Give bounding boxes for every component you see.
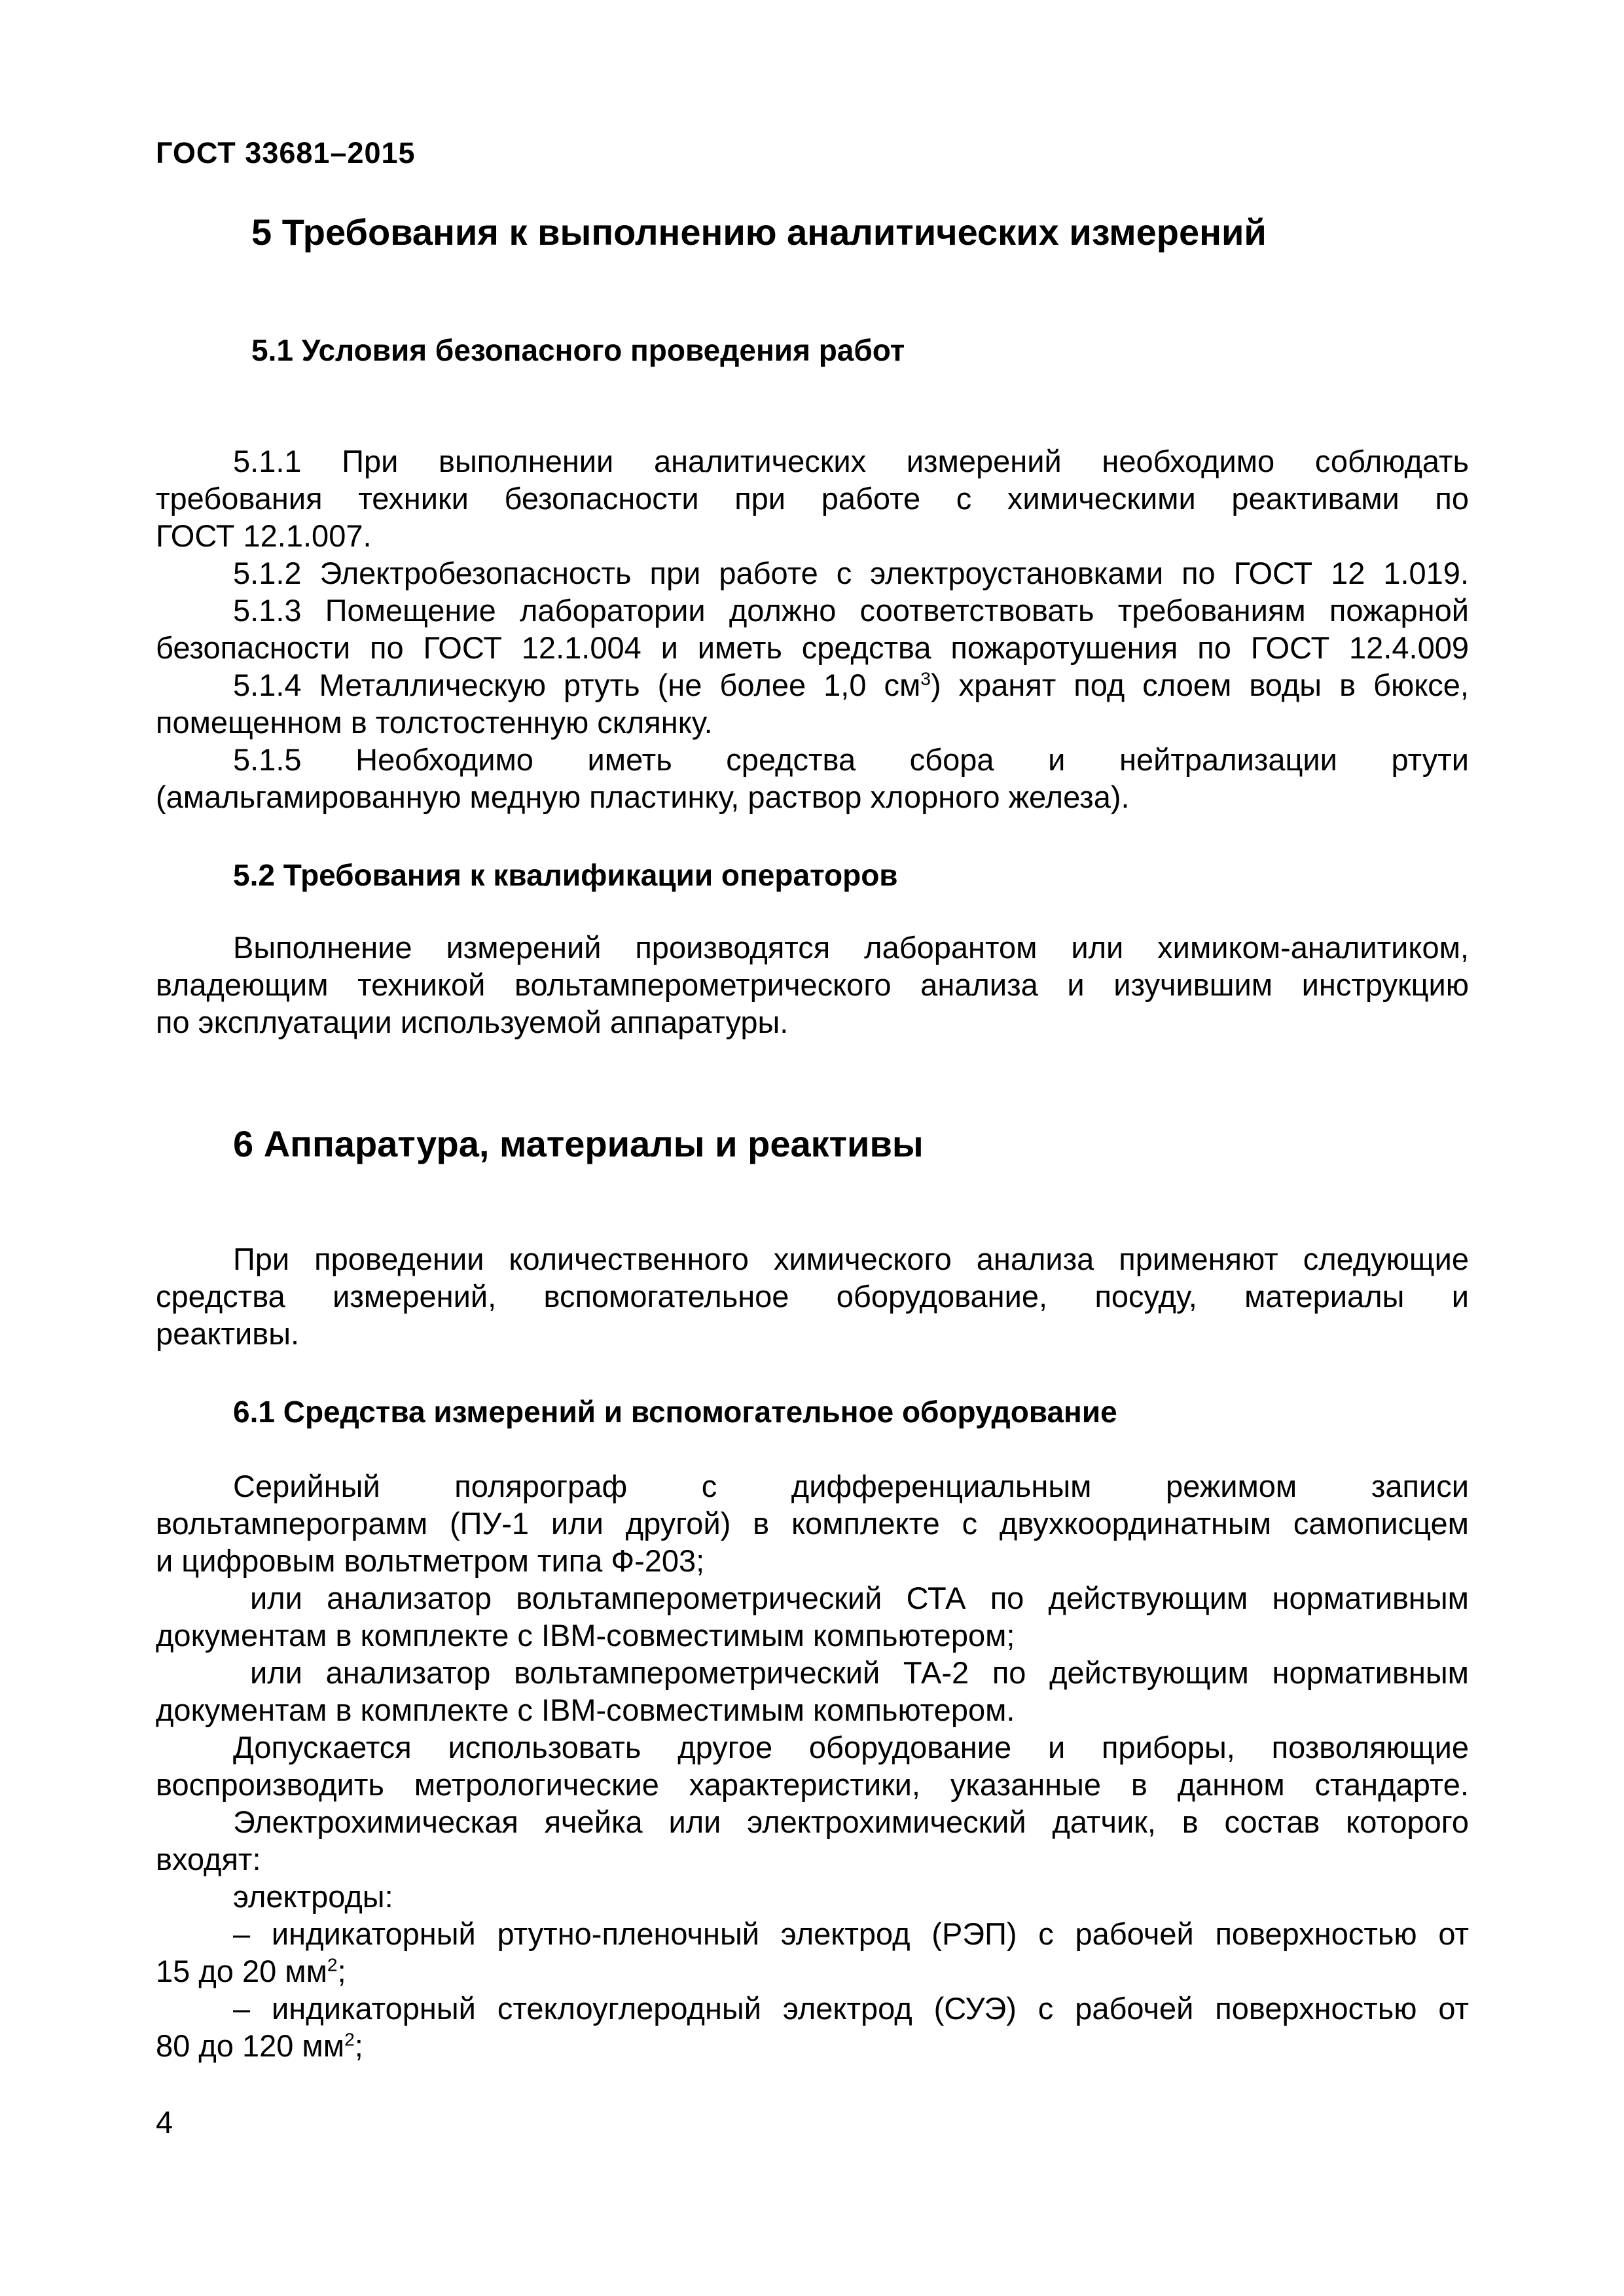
- paragraph-line: 5.1.5 Необходимо иметь средства сбора и нейтрализации ртути: [233, 742, 1469, 777]
- paragraph-line: владеющим техникой вольтамперометрического анализа и изучившим инструкцию: [156, 967, 1469, 1002]
- paragraph-line: – индикаторный стеклоуглеродный электрод (СУЭ) с рабочей поверхностью от: [233, 1991, 1469, 2026]
- paragraph-line: помещенном в толстостенную склянку.: [156, 705, 713, 740]
- paragraph-line: или анализатор вольтамперометрический ТА-2 по действующим нормативным: [250, 1655, 1469, 1690]
- paragraph-line: При проведении количественного химического анализа применяют следующие: [233, 1242, 1469, 1276]
- paragraph-line: Серийный полярограф с дифференциальным режимом записи: [233, 1469, 1469, 1503]
- text-segment: ;: [354, 2028, 363, 2063]
- section-5-title: 5 Требования к выполнению аналитических измерений: [251, 211, 1267, 253]
- document-code: ГОСТ 33681–2015: [156, 136, 416, 170]
- paragraph-line: и цифровым вольтметром типа Ф-203;: [156, 1543, 705, 1578]
- section-6-title: 6 Аппаратура, материалы и реактивы: [233, 1123, 924, 1164]
- paragraph-line: 5.1.2 Электробезопасность при работе с электроустановками по ГОСТ 12 1.019.: [233, 556, 1469, 590]
- section-5-1-title: 5.1 Условия безопасного проведения работ: [251, 333, 905, 367]
- superscript: 3: [920, 668, 931, 689]
- paragraph-line: реактивы.: [156, 1316, 300, 1351]
- text-segment: ;: [337, 1954, 346, 1988]
- paragraph-line: входят:: [156, 1842, 261, 1876]
- paragraph-line: или анализатор вольтамперометрический СТА по действующим нормативным: [250, 1581, 1469, 1615]
- paragraph-line: ГОСТ 12.1.007.: [156, 518, 372, 553]
- paragraph-line: – индикаторный ртутно-пленочный электрод (РЭП) с рабочей поверхностью от: [233, 1916, 1469, 1951]
- section-5-2-body: [156, 929, 1469, 1041]
- paragraph-line: Допускается использовать другое оборудование и приборы, позволяющие: [233, 1730, 1469, 1765]
- paragraph-line: документам в комплекте с IBM-совместимым компьютером.: [156, 1693, 1015, 1727]
- paragraph-line: вольтамперограмм (ПУ-1 или другой) в комплекте с двухкоординатным самописцем: [156, 1506, 1469, 1541]
- text-segment: 80 до 120 мм: [156, 2028, 345, 2063]
- paragraph-line: (амальгамированную медную пластинку, раствор хлорного железа).: [156, 780, 1130, 814]
- paragraph-line: документам в комплекте с IBM-совместимым компьютером;: [156, 1618, 1015, 1653]
- paragraph-line: требования техники безопасности при работе с химическими реактивами по: [156, 481, 1469, 516]
- paragraph-line: электроды:: [233, 1879, 393, 1914]
- page-number: 4: [156, 2105, 173, 2140]
- paragraph-line: безопасности по ГОСТ 12.1.004 и иметь средства пожаротушения по ГОСТ 12.4.009: [156, 630, 1469, 665]
- superscript: 2: [344, 2028, 355, 2050]
- paragraph-line-superscript: [156, 2027, 1469, 2064]
- section-6-1-body: [156, 1467, 1469, 2064]
- paragraph-line: 5.1.3 Помещение лаборатории должно соответствовать требованиям пожарной: [233, 593, 1469, 628]
- section-5-2-title: 5.2 Требования к квалификации операторов: [233, 858, 898, 892]
- section-5-1-body: [156, 442, 1469, 816]
- text-segment: ) хранят под слоем воды в бюксе,: [930, 668, 1469, 702]
- text-segment: 5.1.4 Металлическую ртуть (не более 1,0 см: [233, 668, 921, 702]
- paragraph-line: Выполнение измерений производятся лаборантом или химиком-аналитиком,: [233, 930, 1469, 965]
- paragraph-line: 5.1.1 При выполнении аналитических измерений необходимо соблюдать: [233, 444, 1469, 478]
- section-6-intro: [156, 1240, 1469, 1352]
- paragraph-line: Электрохимическая ячейка или электрохимический датчик, в состав которого: [233, 1804, 1469, 1839]
- superscript: 2: [327, 1954, 338, 1975]
- text-segment: 15 до 20 мм: [156, 1954, 327, 1988]
- paragraph-line: по эксплуатации используемой аппаратуры.: [156, 1005, 789, 1039]
- paragraph-line: воспроизводить метрологические характеристики, указанные в данном стандарте.: [156, 1767, 1469, 1802]
- paragraph-line: средства измерений, вспомогательное оборудование, посуду, материалы и: [156, 1279, 1469, 1314]
- paragraph-line-superscript: [156, 666, 1469, 704]
- section-6-1-title: 6.1 Средства измерений и вспомогательное оборудование: [233, 1395, 1117, 1429]
- paragraph-line-superscript: [156, 1952, 1469, 1990]
